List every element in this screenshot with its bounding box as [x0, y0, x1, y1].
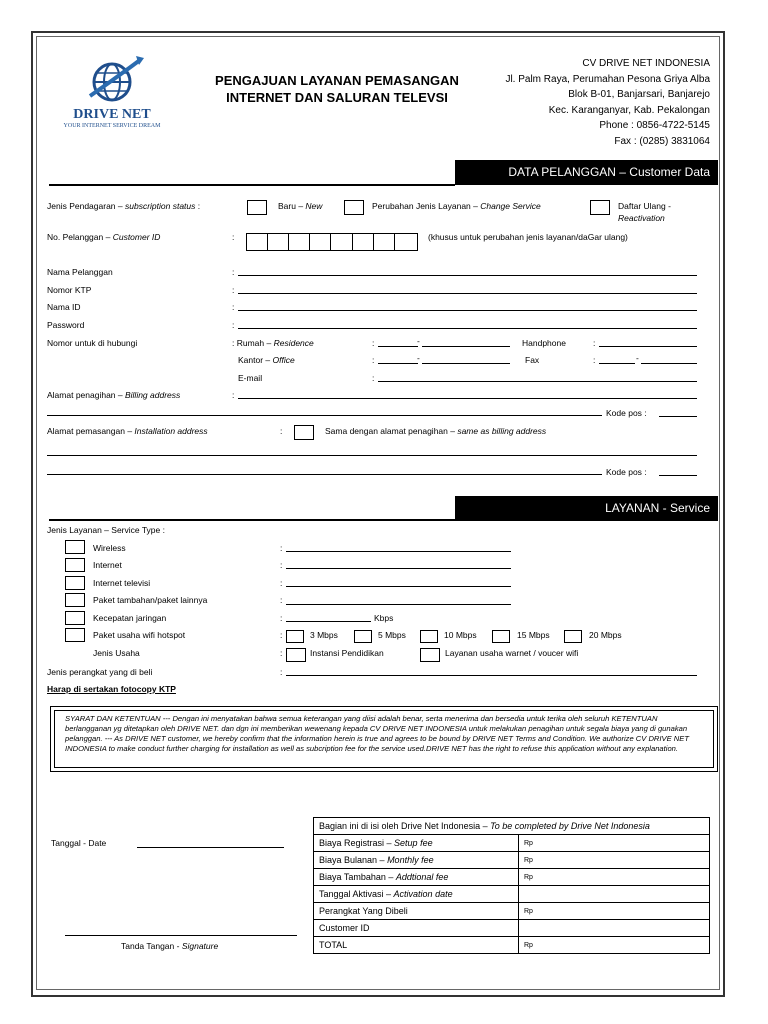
hotspot-package-checkbox[interactable] — [65, 628, 85, 642]
colon: : — [232, 267, 235, 277]
customer-id-field[interactable] — [246, 233, 418, 256]
network-speed-label: Kecepatan jaringan — [93, 613, 167, 623]
addon-package-checkbox[interactable] — [65, 593, 85, 607]
company-phone: Phone : 0856-4722-5145 — [599, 120, 710, 131]
activation-date-value[interactable] — [519, 886, 710, 903]
internet-tv-checkbox[interactable] — [65, 576, 85, 590]
service-section-header: LAYANAN - Service — [455, 496, 718, 521]
colon: : — [280, 630, 283, 640]
device-purchased-value[interactable]: Rp — [519, 903, 710, 920]
terms-text: SYARAT DAN KETENTUAN --- Dengan ini menyatakan bahwa semua keterangan yang diisi adalah benar, serta menerima dan bersedia untuk terika oleh seluruh KETENTUAN berlangganan yg ditetapkan oleh DRIVE NET. dan dgn ini memberikan wewenang kepada CV DRIVE NET INDONESIA untuk melakukan penagihan untuk segala biaya yang di gunakan pelanggan. --- As DRIVE NET customer, we hereby confirm that the information herein is true and agrees to be bound by DRIVE NET Terms and Condition. We authorize CV DRIVE NET INDONESIA to make conduct further charging for installation as well as subcription fee for the service used.DRIVE NET has the right to refuse this application without any explanation. — [54, 710, 714, 768]
install-label: Alamat pemasangan – Installation address — [47, 426, 208, 436]
billing-address-field-2[interactable] — [47, 415, 602, 416]
network-speed-field[interactable] — [286, 621, 371, 622]
email-field[interactable] — [378, 381, 697, 382]
customer-section-header: DATA PELANGGAN – Customer Data — [455, 160, 718, 185]
colon: : — [280, 578, 283, 588]
signature-field[interactable] — [65, 935, 297, 936]
colon: : — [372, 355, 375, 365]
nama-id-label: Nama ID — [47, 302, 81, 312]
addon-package-label: Paket tambahan/paket lainnya — [93, 595, 208, 605]
colon: : — [280, 426, 283, 436]
office-use-table — [313, 817, 710, 954]
company-address1: Jl. Palm Raya, Perumahan Pesona Griya Alba — [505, 73, 710, 85]
home-area-code-field[interactable] — [378, 346, 418, 347]
colon: : — [280, 543, 283, 553]
education-checkbox[interactable] — [286, 648, 306, 662]
name-label: Nama Pelanggan — [47, 267, 113, 277]
handphone-label: Handphone — [522, 338, 566, 348]
activation-date-label: Tanggal Aktivasi – Activation date — [314, 886, 519, 903]
table-row — [314, 852, 710, 869]
date-label: Tanggal - Date — [51, 838, 107, 848]
company-fax: Fax : (0285) 3831064 — [614, 135, 710, 147]
wireless-label: Wireless — [93, 543, 126, 553]
colon: : — [232, 285, 235, 295]
kbps-label: Kbps — [374, 613, 394, 623]
logo-name: DRIVE NET — [73, 107, 151, 122]
speed-15mbps-checkbox[interactable] — [492, 630, 510, 643]
office-use-header: Bagian ini di isi oleh Drive Net Indonesia – To be completed by Drive Net Indonesia — [314, 818, 710, 835]
speed-20mbps-label: 20 Mbps — [589, 630, 622, 640]
billing-label: Alamat penagihan – Billing address — [47, 390, 181, 400]
speed-5mbps-label: 5 Mbps — [378, 630, 406, 640]
colon: : — [280, 613, 283, 623]
dash: - — [417, 336, 420, 346]
colon: : — [372, 338, 375, 348]
colon: : — [593, 355, 596, 365]
office-number-field[interactable] — [422, 363, 510, 364]
form-title — [196, 72, 478, 106]
customer-id-row-value[interactable] — [519, 920, 710, 937]
internet-label: Internet — [93, 560, 122, 570]
home-number-field[interactable] — [422, 346, 510, 347]
internet-field[interactable] — [286, 568, 511, 569]
speed-3mbps-checkbox[interactable] — [286, 630, 304, 643]
device-purchased-label: Perangkat Yang Dibeli — [314, 903, 519, 920]
table-row — [314, 886, 710, 903]
new-checkbox[interactable] — [247, 200, 267, 215]
wireless-field[interactable] — [286, 551, 511, 552]
fax-number-field[interactable] — [641, 363, 697, 364]
total-label: TOTAL — [314, 937, 519, 954]
same-address-label: Sama dengan alamat penagihan – same as billing address — [325, 426, 547, 436]
colon: : — [280, 667, 283, 677]
additional-fee-value[interactable]: Rp — [519, 869, 710, 886]
table-row — [314, 869, 710, 886]
total-value[interactable]: Rp — [519, 937, 710, 954]
form-title-line2: INTERNET DAN SALURAN TELEVSI — [226, 90, 448, 105]
same-address-checkbox[interactable] — [294, 425, 314, 440]
table-row — [314, 920, 710, 937]
warnet-label: Layanan usaha warnet / voucer wifi — [445, 648, 579, 658]
ktp-label: Nomor KTP — [47, 285, 92, 295]
password-field[interactable] — [238, 328, 697, 329]
speed-10mbps-checkbox[interactable] — [420, 630, 438, 643]
wireless-checkbox[interactable] — [65, 540, 85, 554]
billing-postcode-label: Kode pos : — [606, 408, 647, 418]
name-field[interactable] — [238, 275, 697, 276]
table-row — [314, 903, 710, 920]
colon: : — [232, 302, 235, 312]
billing-postcode-field[interactable] — [659, 416, 697, 417]
reactivation-checkbox[interactable] — [590, 200, 610, 215]
business-type-label: Jenis Usaha — [93, 648, 140, 658]
internet-tv-field[interactable] — [286, 586, 511, 587]
ktp-note: Harap di sertakan fotocopy KTP — [47, 684, 176, 694]
form-title-line1: PENGAJUAN LAYANAN PEMASANGAN — [215, 73, 459, 88]
section-rule — [49, 184, 455, 186]
colon: : — [232, 390, 235, 400]
company-info — [505, 56, 710, 149]
office-label: Kantor – Office — [238, 355, 295, 365]
dash: - — [417, 353, 420, 363]
monthly-fee-label: Biaya Bulanan – Monthly fee — [314, 852, 519, 869]
fax-area-code-field[interactable] — [599, 363, 635, 364]
colon: : — [280, 595, 283, 605]
logo-tagline: YOUR INTERNET SERVICE DREAM — [63, 123, 161, 129]
service-type-label: Jenis Layanan – Service Type : — [47, 525, 165, 535]
setup-fee-value[interactable]: Rp — [519, 835, 710, 852]
subscription-label: Jenis Pendagaran – subscription status : — [47, 201, 201, 211]
speed-3mbps-label: 3 Mbps — [310, 630, 338, 640]
contact-label: Nomor untuk di hubungi — [47, 338, 138, 348]
company-address3: Kec. Karanganyar, Kab. Pekalongan — [548, 104, 710, 116]
dash: - — [636, 353, 639, 363]
ktp-field[interactable] — [238, 293, 697, 294]
install-postcode-label: Kode pos : — [606, 467, 647, 477]
company-name: CV DRIVE NET INDONESIA — [582, 58, 710, 69]
install-address-field[interactable] — [47, 455, 697, 456]
colon: : — [280, 560, 283, 570]
colon: : — [280, 648, 283, 658]
change-service-checkbox[interactable] — [344, 200, 364, 215]
customer-id-label: No. Pelanggan – Customer ID — [47, 232, 161, 242]
customer-id-note: (khusus untuk perubahan jenis layanan/daGar ulang) — [428, 232, 628, 242]
office-area-code-field[interactable] — [378, 363, 418, 364]
nama-id-field[interactable] — [238, 310, 697, 311]
install-postcode-field[interactable] — [659, 475, 697, 476]
email-label: E-mail — [238, 373, 263, 383]
colon: : — [232, 232, 235, 242]
speed-20mbps-checkbox[interactable] — [564, 630, 582, 643]
password-label: Password — [47, 320, 85, 330]
colon: : — [372, 373, 375, 383]
reactivation-label: Daftar Ulang - — [618, 201, 671, 211]
terms-box — [50, 706, 718, 772]
install-address-field-2[interactable] — [47, 474, 602, 475]
section-rule — [49, 519, 455, 521]
date-field[interactable] — [137, 847, 284, 848]
billing-address-field[interactable] — [238, 398, 697, 399]
speed-5mbps-checkbox[interactable] — [354, 630, 372, 643]
additional-fee-label: Biaya Tambahan – Addtional fee — [314, 869, 519, 886]
handphone-field[interactable] — [599, 346, 697, 347]
warnet-checkbox[interactable] — [420, 648, 440, 662]
signature-label: Tanda Tangan - Signature — [121, 941, 219, 951]
device-field[interactable] — [286, 675, 697, 676]
addon-package-field[interactable] — [286, 604, 511, 605]
network-speed-checkbox[interactable] — [65, 611, 85, 625]
colon: : — [232, 320, 235, 330]
internet-tv-label: Internet televisi — [93, 578, 151, 588]
table-row — [314, 835, 710, 852]
table-row — [314, 937, 710, 954]
device-label: Jenis perangkat yang di beli — [47, 667, 153, 677]
internet-checkbox[interactable] — [65, 558, 85, 572]
table-header-row — [314, 818, 710, 835]
company-address2: Blok B-01, Banjarsari, Banjarejo — [568, 89, 710, 100]
customer-id-row-label: Customer ID — [314, 920, 519, 937]
new-label: Baru – New — [278, 201, 323, 211]
reactivation-label-en: Reactivation — [618, 213, 665, 223]
colon: : — [593, 338, 596, 348]
change-service-label: Perubahan Jenis Layanan – Change Service — [372, 201, 541, 211]
monthly-fee-value[interactable]: Rp — [519, 852, 710, 869]
speed-15mbps-label: 15 Mbps — [517, 630, 550, 640]
setup-fee-label: Biaya Registrasi – Setup fee — [314, 835, 519, 852]
home-label: : Rumah – Residence — [232, 338, 314, 348]
education-label: Instansi Pendidikan — [310, 648, 384, 658]
fax-label: Fax — [525, 355, 540, 365]
hotspot-package-label: Paket usaha wifi hotspot — [93, 630, 186, 640]
speed-10mbps-label: 10 Mbps — [444, 630, 477, 640]
